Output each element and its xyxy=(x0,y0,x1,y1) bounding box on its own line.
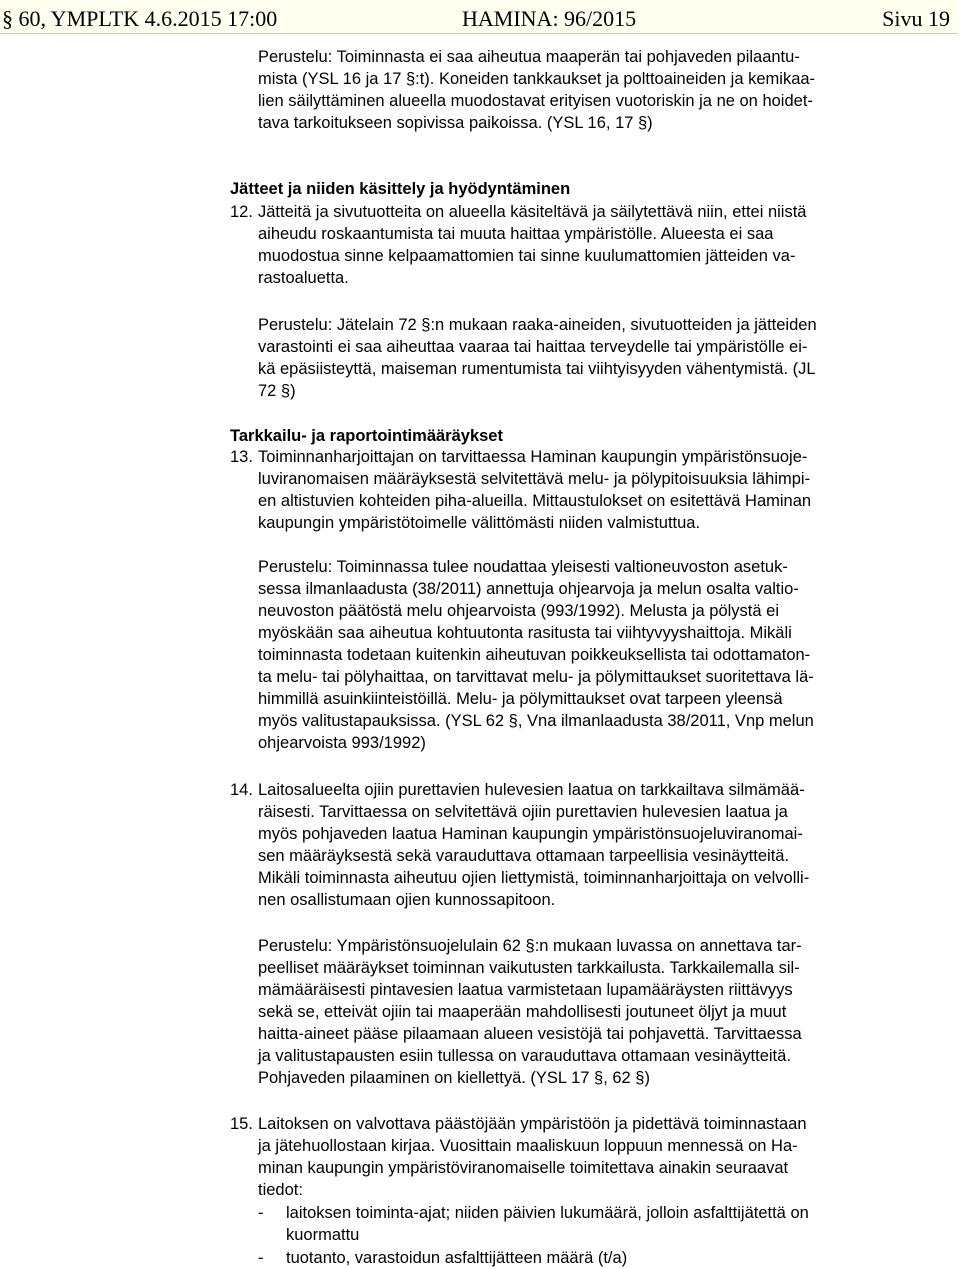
bullet-dash: - xyxy=(258,1204,264,1222)
text-line: lien säilyttäminen alueella muodostavat erityisen vuotoriskin ja ne on hoidet- xyxy=(258,92,813,110)
text-line: Mikäli toiminnasta aiheutuu ojien liettymistä, toiminnanharjoittaja on velvolli- xyxy=(258,869,810,887)
text-line: Perustelu: Ympäristönsuojelulain 62 §:n mukaan luvassa on annettava tar- xyxy=(258,937,802,955)
text-line: sessa ilmanlaadusta (38/2011) annettuja ohjearvoja ja melun osalta valtio- xyxy=(258,580,799,598)
text-line: haitta-aineet pääse pilaamaan alueen vesistöjä tai pohjavettä. Tarvittaessa xyxy=(258,1025,802,1043)
text-line: sekä se, etteivät ojiin tai maaperään mahdollisesti joutuneet öljyt ja muut xyxy=(258,1003,787,1021)
intro-paragraph xyxy=(258,46,815,134)
text-line: kaupungin ympäristötoimelle välittömästi niiden valmistuttua. xyxy=(258,514,701,532)
text-line: ta melu- tai pölyhaittaa, on tarvittavat melu- ja pölymittaukset suoritettava lä- xyxy=(258,668,814,686)
text-line: sen määräyksestä sekä varauduttava ottamaan tarpeellisia vesinäytteitä. xyxy=(258,847,790,865)
bullet-item xyxy=(286,1202,809,1246)
header-municipality: HAMINA: 96/2015 xyxy=(462,6,637,31)
text-line: Toiminnanharjoittajan on tarvittaessa Haminan kaupungin ympäristönsuoje- xyxy=(258,448,808,466)
text-line: tuotanto, varastoidun asfalttijätteen määrä (t/a) xyxy=(286,1249,628,1267)
text-line: myös valitustapauksissa. (YSL 62 §, Vna ilmanlaadusta 38/2011, Vnp melun xyxy=(258,712,814,730)
text-line: nen osallistumaan ojien kunnossapitoon. xyxy=(258,891,556,909)
text-line: Perustelu: Toiminnasta ei saa aiheutua maaperän tai pohjaveden pilaantu- xyxy=(258,48,800,66)
text-line: kä epäsiisteyttä, maiseman rumentumista tai viihtyisyyden vähentymistä. (JL xyxy=(258,360,816,378)
text-line: tava tarkoitukseen sopivissa paikoissa. (YSL 16, 17 §) xyxy=(258,114,653,132)
text-line: ohjearvoista 993/1992) xyxy=(258,734,426,752)
section-heading-monitoring: Tarkkailu- ja raportointimääräykset xyxy=(230,427,503,445)
text-line: 72 §) xyxy=(258,382,296,400)
text-line: peelliset määräykset toiminnan vaikutusten tarkkailusta. Tarkkailemalla sil- xyxy=(258,959,800,977)
text-line: varastointi ei saa aiheuttaa vaaraa tai haittaa terveydelle tai ympäristölle ei- xyxy=(258,338,808,356)
item-number-12: 12. xyxy=(230,203,253,221)
page-header xyxy=(0,0,958,34)
text-line: räisesti. Tarvittaessa on selvitettävä ojiin purettavien hulevesien laatua ja xyxy=(258,803,788,821)
item-12-text xyxy=(258,201,806,289)
text-line: muodostua sinne kelpaamattomien tai sinne kuulumattomien jätteiden va- xyxy=(258,247,796,265)
item-13-perustelu xyxy=(258,556,814,754)
text-line: en altistuvien kohteiden piha-alueilla. Mittaustulokset on esitettävä Haminan xyxy=(258,492,812,510)
text-line: Pohjaveden pilaaminen on kiellettyä. (YSL 17 §, 62 §) xyxy=(258,1069,650,1087)
text-line: kuormattu xyxy=(286,1226,360,1244)
text-line: neuvoston päätöstä melu ohjearvoista (993/1992). Melusta ja pölystä ei xyxy=(258,602,779,620)
text-line: tiedot: xyxy=(258,1181,303,1199)
text-line: myöskään saa aiheutua kohtuutonta rasitusta tai viihtyvyyshaittoja. Mikäli xyxy=(258,624,792,642)
item-14-perustelu xyxy=(258,935,802,1089)
text-line: myös pohjaveden laatua Haminan kaupungin ympäristönsuojeluviranomai- xyxy=(258,825,803,843)
text-line: aiheudu roskaantumista tai muuta haittaa ympäristölle. Alueesta ei saa xyxy=(258,225,774,243)
bullet-item xyxy=(286,1247,627,1269)
text-line: ja valitustapausten esiin tullessa on varauduttava ottamaan vesinäytteitä. xyxy=(258,1047,791,1065)
text-line: mista (YSL 16 ja 17 §:t). Koneiden tankkaukset ja polttoaineiden ja kemikaa- xyxy=(258,70,816,88)
text-line: luviranomaisen määräyksestä selvitettävä melu- ja pölypitoisuuksia lähimpi- xyxy=(258,470,811,488)
item-14-text xyxy=(258,779,809,911)
item-12-perustelu xyxy=(258,314,817,402)
header-meeting: § 60, YMPLTK 4.6.2015 17:00 xyxy=(2,6,278,31)
item-number-15: 15. xyxy=(230,1115,253,1133)
item-15-text xyxy=(258,1113,807,1201)
item-number-13: 13. xyxy=(230,448,253,466)
item-13-text xyxy=(258,446,811,534)
text-line: Laitosalueelta ojiin purettavien hulevesien laatua on tarkkailtava silmämää- xyxy=(258,781,805,799)
text-line: toiminnasta todetaan kuitenkin aiheutuvan poikkeuksellista tai odottamaton- xyxy=(258,646,811,664)
text-line: laitoksen toiminta-ajat; niiden päivien lukumäärä, jolloin asfalttijätettä on xyxy=(286,1204,809,1222)
text-line: Jätteitä ja sivutuotteita on alueella käsiteltävä ja säilytettävä niin, ettei niistä xyxy=(258,203,807,221)
text-line: himmillä asuinkiinteistöillä. Melu- ja pölymittaukset ovat tarpeen yleensä xyxy=(258,690,783,708)
section-heading-waste: Jätteet ja niiden käsittely ja hyödyntäminen xyxy=(230,180,571,198)
bullet-dash: - xyxy=(258,1249,264,1267)
text-line: mämääräisesti pintavesien laatua varmistetaan lupamääräysten riittävyys xyxy=(258,981,793,999)
text-line: Perustelu: Jätelain 72 §:n mukaan raaka-aineiden, sivutuotteiden ja jätteiden xyxy=(258,316,817,334)
header-page-number: Sivu 19 xyxy=(882,6,950,31)
item-number-14: 14. xyxy=(230,781,253,799)
text-line: ja jätehuollostaan kirjaa. Vuosittain maaliskuun loppuun mennessä on Ha- xyxy=(258,1137,798,1155)
text-line: Perustelu: Toiminnassa tulee noudattaa yleisesti valtioneuvoston asetuk- xyxy=(258,558,788,576)
text-line: minan kaupungin ympäristöviranomaiselle toimitettava ainakin seuraavat xyxy=(258,1159,789,1177)
text-line: Laitoksen on valvottava päästöjään ympäristöön ja pidettävä toiminnastaan xyxy=(258,1115,807,1133)
text-line: rastoaluetta. xyxy=(258,269,349,287)
